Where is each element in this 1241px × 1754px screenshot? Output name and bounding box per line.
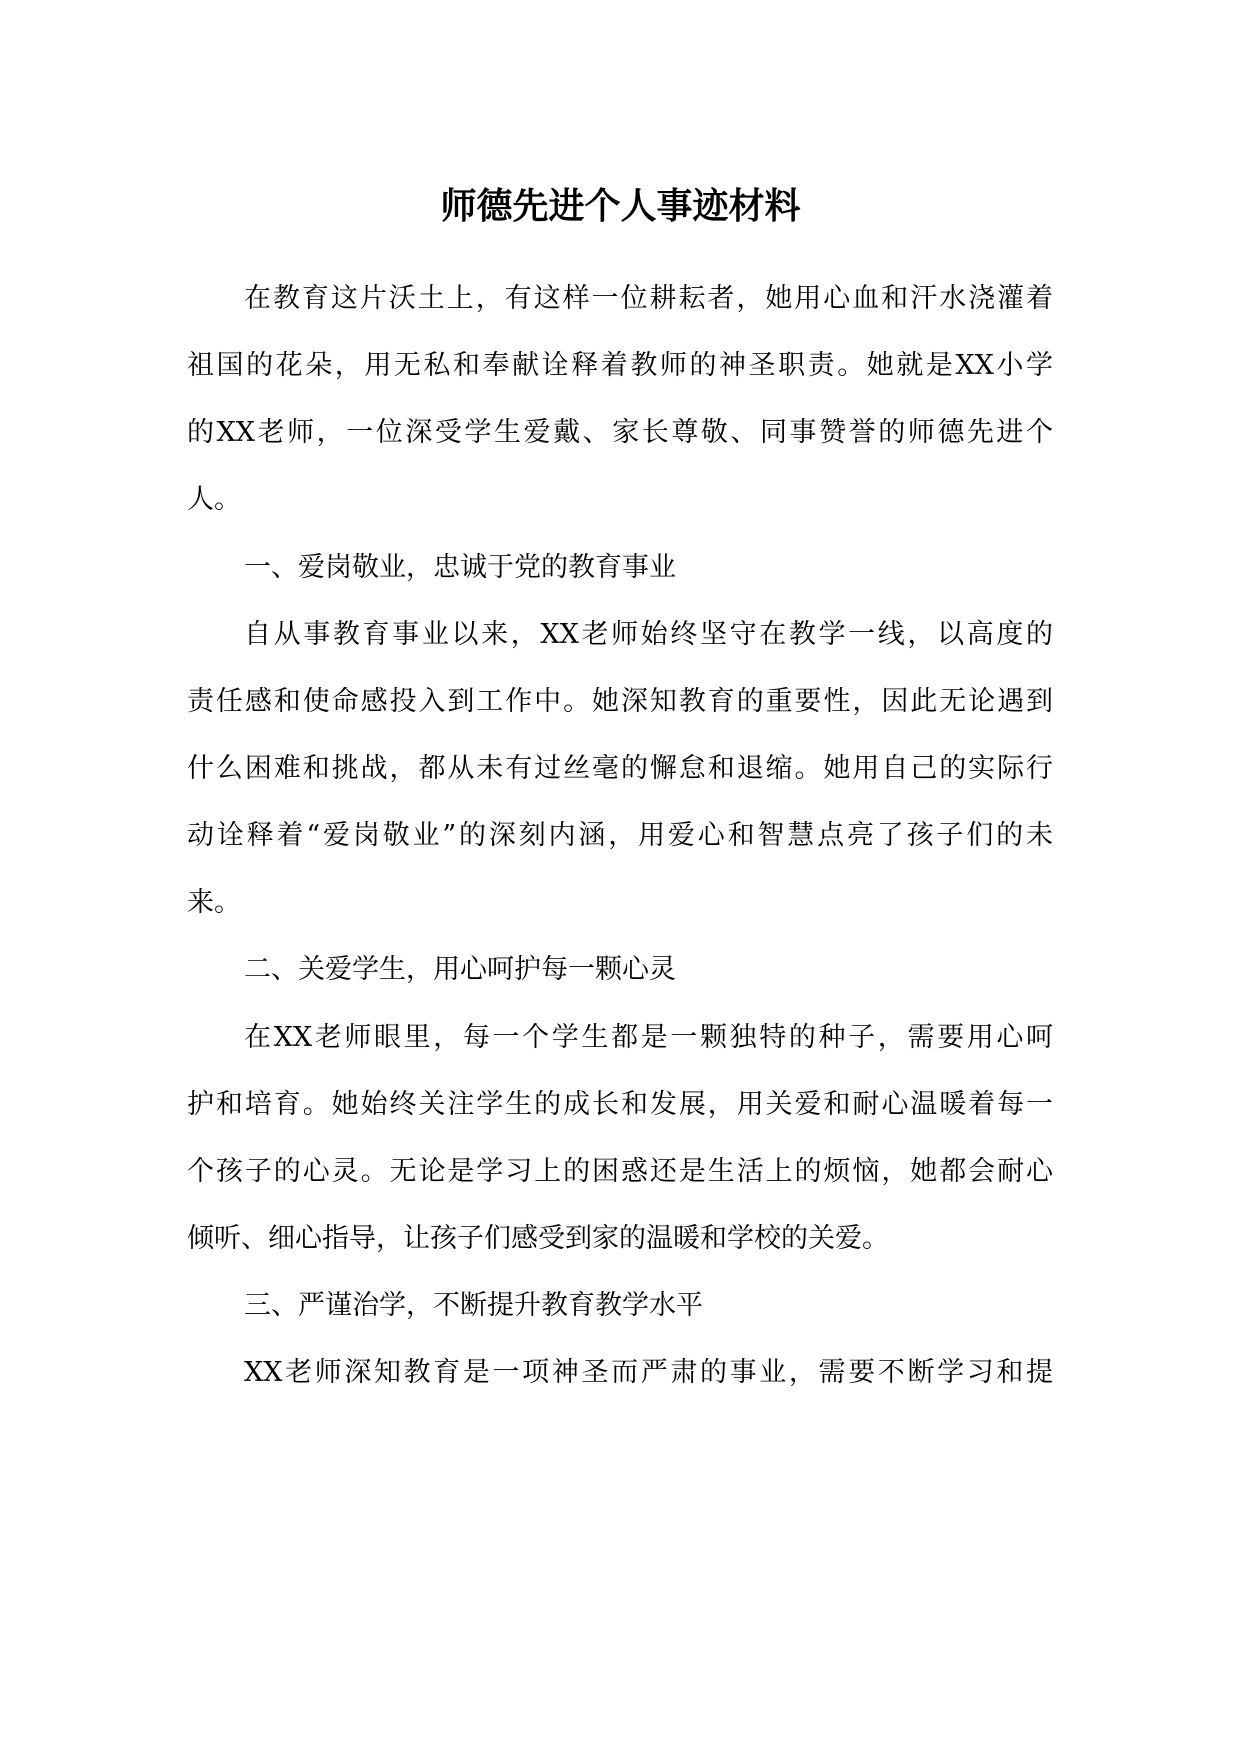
section-heading: 二、关爱学生，用心呵护每一颗心灵 bbox=[244, 954, 676, 985]
paragraph-line: 动诠释着“爱岗敬业”的深刻内涵，用爱心和智慧点亮了孩子们的未 bbox=[187, 820, 1053, 851]
paragraph-line: 倾听、细心指导，让孩子们感受到家的温暖和学校的关爱。 bbox=[187, 1223, 889, 1254]
paragraph-line: 什么困难和挑战，都从未有过丝毫的懈怠和退缩。她用自己的实际行 bbox=[187, 753, 1053, 784]
section-heading: 三、严谨治学，不断提升教育教学水平 bbox=[244, 1290, 703, 1321]
paragraph-line: XX老师深知教育是一项神圣而严肃的事业，需要不断学习和提 bbox=[244, 1357, 1053, 1388]
section-heading: 一、爱岗敬业，忠诚于党的教育事业 bbox=[244, 552, 676, 583]
paragraph-line: 个孩子的心灵。无论是学习上的困惑还是生活上的烦恼，她都会耐心 bbox=[187, 1156, 1053, 1187]
paragraph-line: 责任感和使命感投入到工作中。她深知教育的重要性，因此无论遇到 bbox=[187, 686, 1053, 717]
paragraph-line: 来。 bbox=[187, 887, 241, 918]
paragraph-line: 的XX老师，一位深受学生爱戴、家长尊敬、同事赞誉的师德先进个 bbox=[187, 417, 1053, 448]
document-title: 师德先进个人事迹材料 bbox=[440, 185, 801, 227]
paragraph-line: 在XX老师眼里，每一个学生都是一颗独特的种子，需要用心呵 bbox=[244, 1022, 1053, 1053]
paragraph-line: 祖国的花朵，用无私和奉献诠释着教师的神圣职责。她就是XX小学 bbox=[187, 350, 1053, 381]
paragraph-line: 护和培育。她始终关注学生的成长和发展，用关爱和耐心温暖着每一 bbox=[187, 1089, 1053, 1120]
paragraph-line: 人。 bbox=[187, 484, 241, 515]
paragraph-line: 在教育这片沃土上，有这样一位耕耘者，她用心血和汗水浇灌着 bbox=[244, 283, 1053, 314]
paragraph-line: 自从事教育事业以来，XX老师始终坚守在教学一线，以高度的 bbox=[244, 619, 1053, 650]
